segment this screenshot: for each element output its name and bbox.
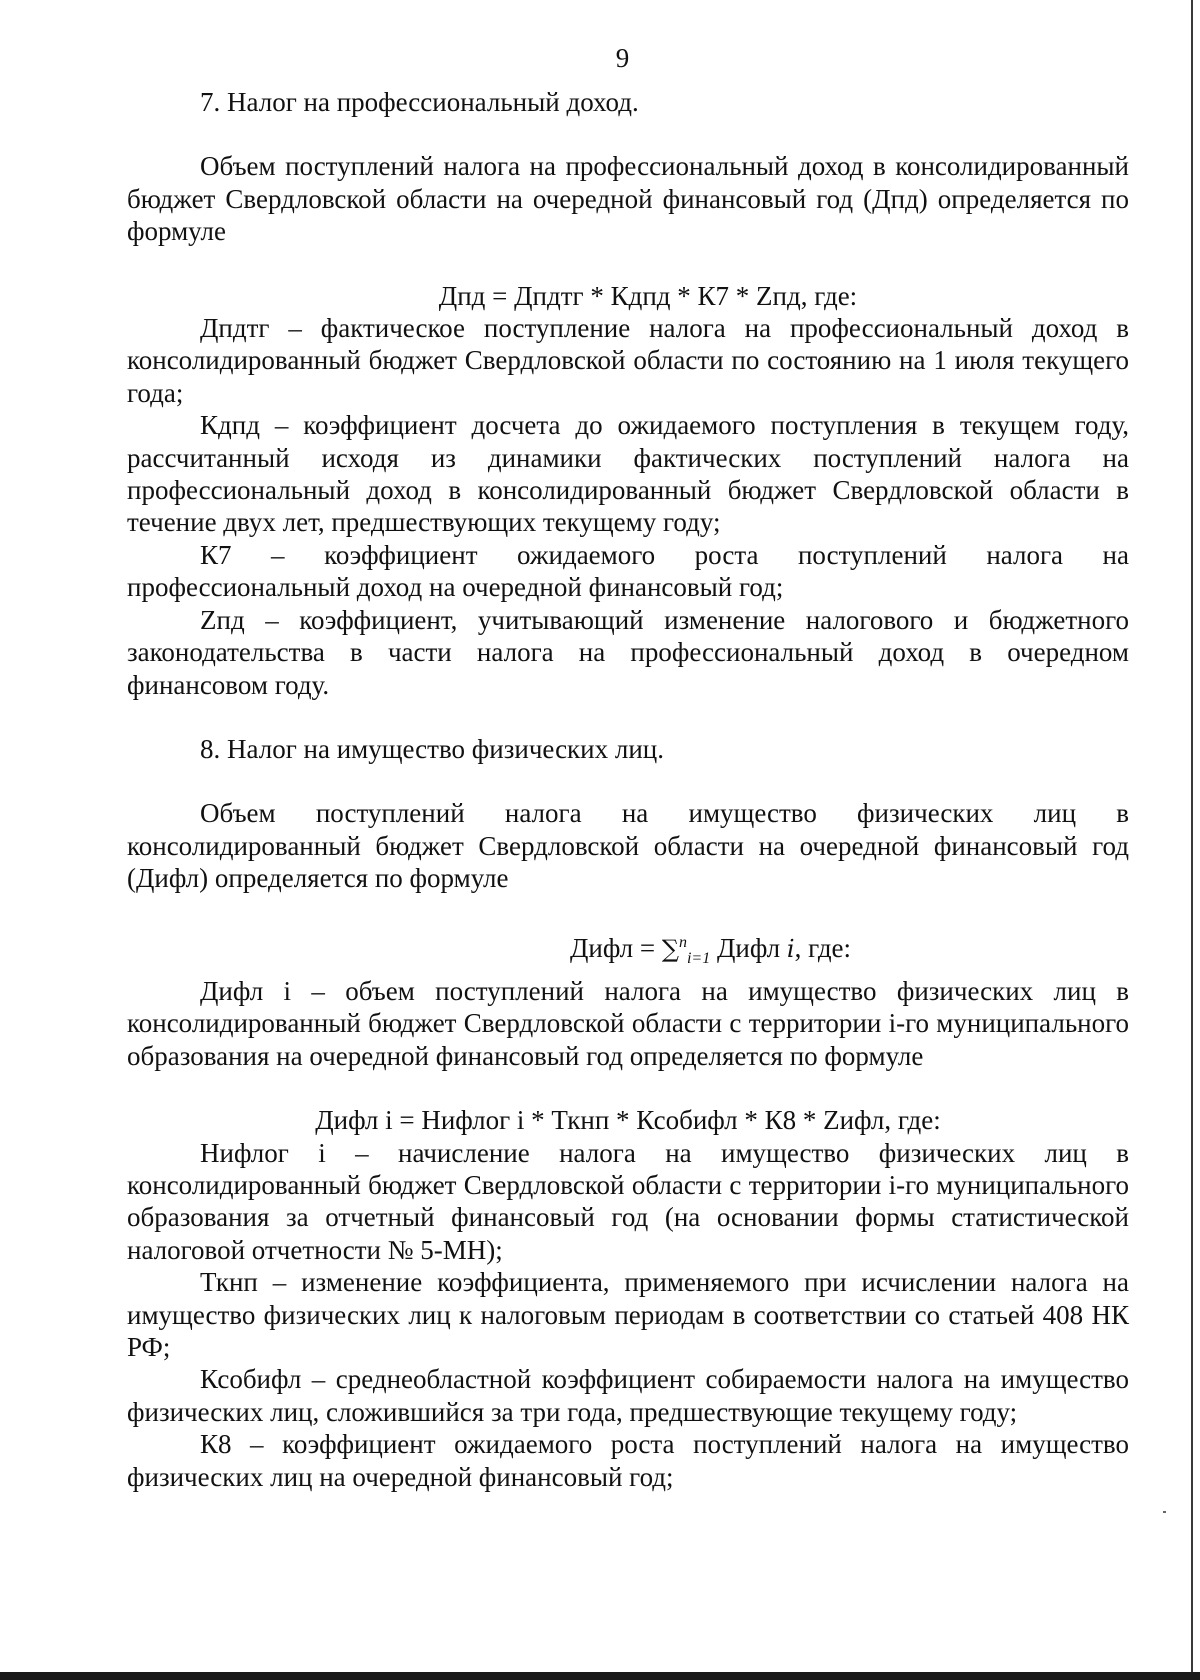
scan-speck bbox=[1163, 1511, 1166, 1513]
spacer bbox=[127, 1072, 1129, 1104]
sum-formula-lhs: Дифл = bbox=[569, 932, 662, 963]
definition-dpdtg: Дпдтг – фактическое поступление налога на профессиональный доход в консолидированный бюджет Свердловской области по состоянию на 1 июля текущего года; bbox=[127, 313, 1129, 408]
sum-term: Дифл bbox=[710, 932, 787, 963]
page-right-edge bbox=[1191, 0, 1193, 1672]
section-8-formula-2: Дифл i = Нифлог i * Ткнп * Ксобифл * К8 * Zифл, где: bbox=[315, 1105, 941, 1136]
definition-k8: К8 – коэффициент ожидаемого роста поступлений налога на имущество физических лиц на очередной финансовый год; bbox=[127, 1429, 1129, 1492]
spacer bbox=[127, 895, 1129, 927]
sum-lower-limit: i=1 bbox=[686, 949, 711, 967]
page-number: 9 bbox=[615, 43, 630, 73]
spacer bbox=[127, 701, 1129, 733]
definition-zpd: Zпд – коэффициент, учитывающий изменение налогового и бюджетного законодательства в части налога на профессиональный доход в очередном финансовом году. bbox=[127, 604, 1129, 700]
page-bottom-edge bbox=[0, 1672, 1200, 1680]
sigma-symbol: ∑ bbox=[661, 934, 679, 963]
sum-upper-limit: n bbox=[678, 933, 687, 951]
definition-ksobifl: Ксобифл – среднеобластной коэффициент собираемости налога на имущество физических лиц, сложившийся за три года, предшествующие текущему году; bbox=[127, 1364, 1129, 1427]
section-7-heading: 7. Налог на профессиональный доход. bbox=[200, 87, 639, 117]
definition-difl-i: Дифл i – объем поступлений налога на имущество физических лиц в консолидированный бюджет Свердловской области с территории i-го муниципального образования на очередной финансовый год определяется по формуле bbox=[127, 975, 1129, 1071]
spacer bbox=[127, 248, 1129, 280]
section-7-intro: Объем поступлений налога на профессиональный доход в консолидированный бюджет Свердловской области на очередной финансовый год (Дпд) определяется по формуле bbox=[127, 151, 1129, 247]
document-body bbox=[127, 86, 1129, 1493]
section-8-sum-formula bbox=[127, 927, 1129, 975]
spacer bbox=[127, 118, 1129, 150]
section-7-formula: Дпд = Дпдтг * Кдпд * К7 * Zпд, где: bbox=[438, 280, 858, 311]
definition-kdpd: Кдпд – коэффициент досчета до ожидаемого поступления в текущем году, рассчитанный исходя из динамики фактических поступлений налога на профессиональный доход в консолидированный бюджет Свердловской области в течение двух лет, предшествующих текущему году; bbox=[127, 410, 1129, 538]
definition-k7: К7 – коэффициент ожидаемого роста поступлений налога на профессиональный доход на очередной финансовый год; bbox=[127, 539, 1129, 603]
sum-index-variable: i bbox=[786, 934, 795, 963]
sum-formula-suffix: , где: bbox=[794, 932, 852, 963]
definition-niflog-i: Нифлог i – начисление налога на имущество физических лиц в консолидированный бюджет Свердловской области с территории i-го муниципального образования за отчетный финансовый год (на основании формы статистической налоговой отчетности № 5-МН); bbox=[127, 1137, 1129, 1265]
definition-tknp: Ткнп – изменение коэффициента, применяемого при исчислении налога на имущество физических лиц к налоговым периодам в соответствии со статьей 408 НК РФ; bbox=[127, 1267, 1129, 1362]
section-8-intro: Объем поступлений налога на имущество физических лиц в консолидированный бюджет Свердловской области на очередной финансовый год (Дифл) определяется по формуле bbox=[127, 798, 1129, 894]
section-8-heading: 8. Налог на имущество физических лиц. bbox=[200, 733, 664, 764]
spacer bbox=[127, 765, 1129, 797]
